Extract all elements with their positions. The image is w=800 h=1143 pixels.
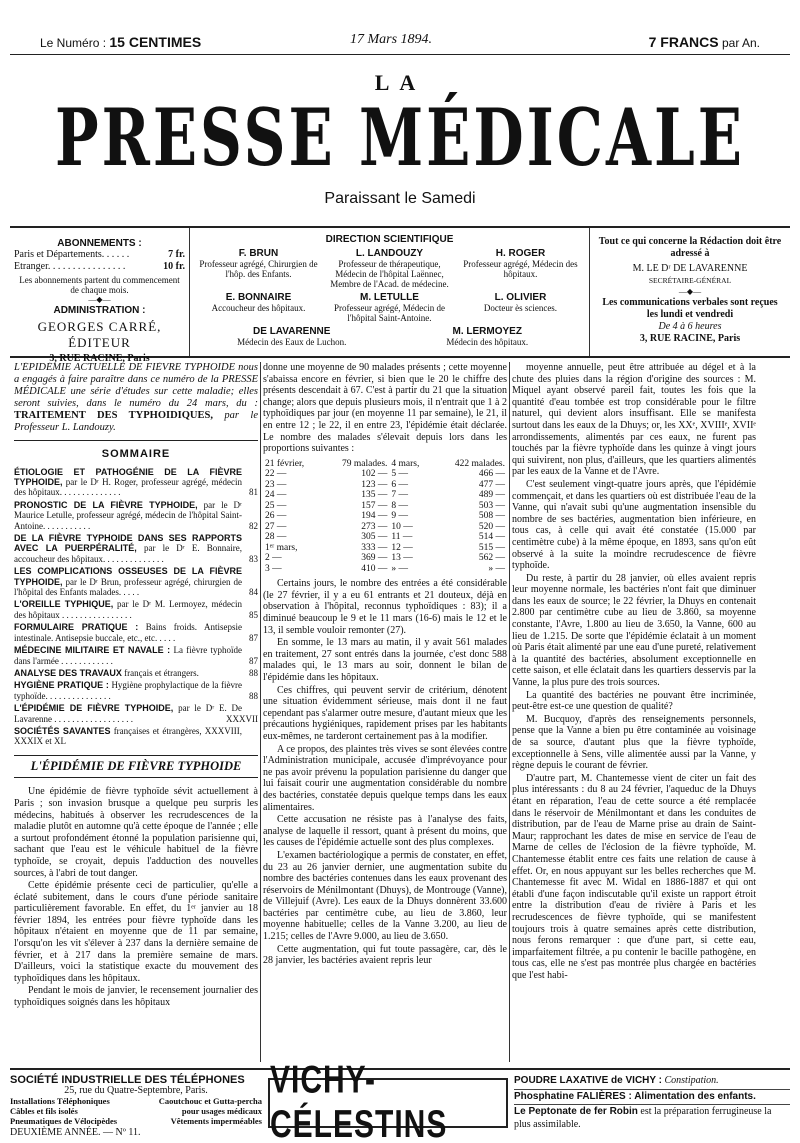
- table-row: [263, 480, 507, 491]
- table-cell: 514 —: [478, 532, 505, 543]
- sommaire-item: MÉDECINE MILITAIRE ET NAVALE : La fièvre typhoïde dans l'armée . . . . . . . . . . . . 87: [14, 645, 258, 666]
- table-cell: 422 malades.: [454, 458, 505, 469]
- director-role: Accoucheur des hôpitaux.: [211, 303, 306, 313]
- table-row: [263, 501, 507, 512]
- patients-table: [263, 459, 507, 575]
- director-name: L. LANDOUZY: [355, 248, 424, 259]
- table-cell: 466 —: [478, 469, 505, 480]
- table-row: [263, 459, 507, 470]
- direction-heading: DIRECTION SCIENTIFIQUE: [325, 234, 454, 245]
- table-row: [263, 553, 507, 564]
- article-paragraph: Ces chiffres, qui peuvent servir de critérium, dénotent une situation évidemment sérieuse, mais dont il ne faut cependant pas s'alarmer outre mesure, d'autant mieux que les précautions hygiéniques, rapidement prises par les habitants eux-mêmes, ne tarderont certainement pas à la modifier.: [263, 684, 507, 742]
- director-role: Professeur agrégé, Médecin des hôpitaux.: [463, 259, 578, 279]
- table-cell: » —: [488, 563, 505, 574]
- column-2: [263, 362, 507, 1062]
- director-name: DE LAVARENNE: [253, 326, 331, 337]
- subscription-line: Etranger. . . . . . . . . . . . . . . . 10 fr.: [14, 261, 185, 272]
- subscription-line: Paris et Départements. . . . . . 7 fr.: [14, 249, 185, 260]
- director-name: L. OLIVIER: [494, 292, 547, 303]
- table-cell: 305 —: [361, 532, 388, 543]
- article-paragraph: D'autre part, M. Chantemesse vient de citer un fait des plus intéressants : du 8 au 24 février, l'aqueduc de la Dhuys étant en réparation, l'eau de cette source a été remplacée dans le réservoir de Ménilmontant et dans les conduites de distribution, par de l'eau de Marne prise au drain de Saint-Maur; rapprochant les dates de mise en service de l'eau de Marne de celles de l'éclosion de la fièvre typhoïde, M. Chantemesse établit entre ces faits une relation de cause à effet. Or, en nous appuyant sur les belles recherches que M. Chantemesse fit avec M. Widal en 1886-1887 et qui ont établi d'une façon indiscutable qu'il existe un rapport étroit entre la distribution d'eau de rivière à Paris et les recrudescences de fièvre typhoïde, qui se manifestent toujours trois à quatre semaines après cette distribution, nous ferons remarquer : que d'une part, si cette eau, imparfaitement filtrée, a pu contenir le bacille pathogène, en tous cas, elle ne s'est pas montrée plus chargée en bactéries que l'est habi-: [512, 772, 756, 981]
- article-text-col1: [14, 786, 258, 1008]
- masthead-subtitle: Paraissant le Samedi: [324, 190, 476, 207]
- director-role: Professeur de thérapeutique, Médecin de l'hôpital Laënnec, Membre de l'Acad. de médecine.: [330, 259, 449, 289]
- table-cell: 13 —: [391, 553, 413, 564]
- table-row: [263, 511, 507, 522]
- masthead-la: LA: [374, 70, 426, 95]
- table-cell: 410 —: [361, 563, 388, 574]
- admin-heading: ADMINISTRATION :: [53, 305, 146, 316]
- issue-price: Le Numéro : 15 CENTIMES: [40, 34, 202, 50]
- table-cell: 7 —: [391, 490, 409, 501]
- table-cell: 3 —: [265, 563, 282, 574]
- table-cell: 333 —: [361, 542, 388, 553]
- article-paragraph: Du reste, à partir du 28 janvier, où elles avaient repris leur moyenne normale, les bactéries n'ont fait que diminuer dans les eaux de source; le 22 février, la Dhuys en contenait 2.800 par centimètre cube au lieu de 3.860, sa moyenne constante, l'Avre, 1.800 au lieu de 3.650, la Vanne, 600 au lieu de 1.215. De sorte que l'épidémie éclatait à un moment où Paris était alimenté par une eau d'une pureté, relativement à la quantité des bactéries, absolument exceptionnelle en cette saison, et elle éclatait dans les quartiers desservis par la Vanne, la plus pure des trois sources.: [512, 572, 756, 689]
- director-name: F. BRUN: [238, 248, 279, 259]
- sommaire-item: LES COMPLICATIONS OSSEUSES DE LA FIÈVRE TYPHOIDE, par le Dʳ Brun, professeur agrégé, chirurgien de l'hôpital des Enfants malades. . . . . 84: [14, 566, 258, 598]
- article-paragraph: Une épidémie de fièvre typhoïde sévit actuellement à Paris ; son invasion brusque a quelque peu surpris les médecins, habitués à observer les recrudescences de la maladie plutôt en automne qu'à cette époque de l'année ; elle a surtout profondément étonné la population parisienne qui, sachant que l'eau est le véhicule habituel de la fièvre typhoïde, se croyait, depuis l'adduction des nouvelles sources, à l'abri de tout danger.: [14, 786, 258, 879]
- table-cell: 503 —: [478, 500, 505, 511]
- table-cell: 135 —: [361, 490, 388, 501]
- issue-header: [40, 32, 760, 52]
- director-role: Médecin des Eaux de Luchon.: [237, 337, 347, 347]
- sommaire-item: L'ÉPIDÉMIE DE FIÈVRE TYPHOIDE, par le Dʳ E. De Lavarenne . . . . . . . . . . . . . . . . . . XXXVII: [14, 703, 258, 724]
- column-3: [512, 362, 756, 1062]
- table-cell: 26 —: [265, 511, 287, 522]
- table-row: [263, 564, 507, 575]
- table-cell: 1ᵉʳ mars,: [265, 542, 298, 553]
- masthead-title: PRESSE MÉDICALE: [55, 92, 745, 184]
- sommaire-heading: SOMMAIRE: [101, 448, 171, 460]
- redaction-role: SECRÉTAIRE-GÉNÉRAL: [648, 276, 732, 285]
- sommaire-list: [14, 467, 258, 747]
- issue-number: DEUXIÈME ANNÉE. — Nº 11.: [10, 1127, 141, 1138]
- article-text-col2: [263, 578, 507, 967]
- article-paragraph: L'examen bactériologique a permis de constater, en effet, du 23 au 26 janvier dernier, une augmentation subite du nombre des bactéries contenues dans les eaux provenant des réservoirs de Ménilmontant (Dhuys), de Montrouge (Vanne), de Villejuif (Avre). Les eaux de la Dhuys donnèrent 33.600 bactéries par centimètre cube, au lieu de 3.860, leur moyenne habituelle; celles de la Vanne 3.200, au lieu de 1.215; celles de l'Avre 9.000, au lieu de 3.650.: [263, 849, 507, 943]
- redaction-name: M. LE Dʳ DE LAVARENNE: [632, 263, 748, 274]
- article-paragraph: donne une moyenne de 90 malades présents ; cette moyenne s'abaissa encore en février, si bien que le 20 le chiffre des présents descendait à 67. C'est à partir du 21 que la situation change; alors que depuis plusieurs mois, il n'entrait que 1 à 2 typhoïdiques par jour (en moyenne 11 par semaine), le 21, il en entre 12 ; le 22, il en entre 23, l'épidémie était déclarée. Le nombre des malades s'élevait depuis lors dans les proportions suivantes :: [263, 362, 507, 455]
- vichy-ad: VICHY-CÉLESTINS: [268, 1078, 508, 1128]
- table-cell: 9 —: [391, 511, 409, 522]
- subscriptions-panel: [10, 228, 190, 364]
- column-divider: [509, 362, 510, 1062]
- director-role: Docteur ès sciences.: [483, 303, 558, 313]
- director-name: M. LETULLE: [360, 292, 419, 303]
- table-cell: 562 —: [478, 553, 505, 564]
- direction-panel: [190, 228, 590, 356]
- redaction-address: 3, RUE RACINE, Paris: [639, 333, 741, 344]
- article-paragraph: C'est seulement vingt-quatre jours après, que l'épidémie commençait, et dans les quartiers où est distribuée l'eau de la Vanne, qui n'avait subi qu'une augmentation insensible du nombre de ses bactéries, augmentation bien inférieure, en tous cas, à celle qui avait été constatée (15.000 par centimètre cube) à la même époque, en 1893, sans qu'on eût observé à la suite la moindre recrudescence de fièvre typhoïde.: [512, 478, 756, 572]
- article-paragraph: Cette accusation ne résiste pas à l'analyse des faits, analyse de laquelle il ressort, quant à présent du moins, que les causes de l'épidémie actuelle sont des plus complexes.: [263, 814, 507, 849]
- admin-name: GEORGES CARRÉ, ÉDITEUR: [37, 319, 162, 350]
- article-paragraph: A ce propos, des plaintes très vives se sont élevées contre l'Administration municipale, accusée d'imprévoyance pour ne pas avoir prévenu la population parisienne du danger que lui faisait courir une augmentation considérable du nombre des bactéries, constatée depuis quelque temps dans les eaux alimentaires.: [263, 743, 507, 813]
- director-role: Professeur agrégé, Médecin de l'hôpital Saint-Antoine.: [334, 303, 445, 323]
- subscription-note: Les abonnements partent du commencement de chaque mois.: [19, 275, 180, 295]
- table-row: [263, 522, 507, 533]
- table-cell: 369 —: [361, 553, 388, 564]
- table-cell: 194 —: [361, 511, 388, 522]
- sommaire-item: L'OREILLE TYPHIQUE, par le Dʳ M. Lermoyez, médecin des hôpitaux . . . . . . . . . . . . . . . . 85: [14, 599, 258, 620]
- redaction-hours-note: Les communications verbales sont reçues les lundi et vendredi: [602, 297, 778, 320]
- table-cell: 477 —: [478, 479, 505, 490]
- subscription-price: 7 FRANCS par An.: [648, 34, 760, 50]
- table-cell: 28 —: [265, 532, 287, 543]
- column-divider: [260, 362, 261, 1062]
- intro-notice: L'ÉPIDÉMIE ACTUELLE DE FIÈVRE TYPHOIDE nous a engagés à faire paraître dans ce numéro de la PRESSE MÉDICALE une série d'études sur cette maladie; elles seront suivies, dans le numéro du 24 mars, du : TRAITEMENT DES TYPHOIDIQUES, par le Professeur L. Landouzy.: [14, 362, 258, 441]
- issue-date: 17 Mars 1894.: [350, 32, 433, 47]
- director-name: H. ROGER: [495, 248, 546, 259]
- table-row: [263, 532, 507, 543]
- sommaire-item: SOCIÉTÉS SAVANTES françaises et étrangères, XXXVIII, XXXIX et XL: [14, 725, 242, 747]
- table-cell: 102 —: [361, 469, 388, 480]
- table-cell: 25 —: [265, 500, 287, 511]
- article-paragraph: Pendant le mois de janvier, le recensement journalier des typhoïdiques soignés dans les hôpitaux: [14, 985, 258, 1009]
- table-cell: 79 malades.: [342, 458, 388, 469]
- sommaire-item: PRONOSTIC DE LA FIÈVRE TYPHOIDE, par le Dʳ Maurice Letulle, professeur agrégé, médecin de l'hôpital Saint-Antoine. . . . . . . . . . . 82: [14, 499, 258, 531]
- sommaire-item: ÉTIOLOGIE ET PATHOGÉNIE DE LA FIÈVRE TYPHOIDE, par le Dʳ H. Roger, professeur agrégé, médecin des hôpitaux. . . . . . . . . . . . . . 81: [14, 466, 258, 498]
- table-cell: 5 —: [391, 469, 409, 480]
- ornament: —◆—: [678, 287, 702, 296]
- director-name: E. BONNAIRE: [225, 292, 292, 303]
- article-paragraph: En somme, le 13 mars au matin, il y avait 561 malades en traitement, 27 sont entrés dans la journée, c'est donc 588 malades qui, le 13 mars au soir, donnent le bilan de l'épidémie dans les hôpitaux.: [263, 637, 507, 683]
- redaction-line: Tout ce qui concerne la Rédaction doit être adressé à: [598, 236, 782, 259]
- column-1: [14, 362, 258, 1062]
- sommaire-item: ANALYSE DES TRAVAUX français et étrangers. 88: [14, 667, 258, 678]
- article-paragraph: M. Bucquoy, d'après des renseignements personnels, pense que la Vanne a bien pu être contaminée au voisinage de sa source, d'autant plus que la fièvre typhoïde, exceptionnelle à Sens, ville alimentée aussi par la Vanne, y règne depuis le courant de février.: [512, 713, 756, 772]
- table-cell: 4 mars,: [391, 458, 420, 469]
- ad-laxative: POUDRE LAXATIVE de VICHY : Constipation.: [514, 1074, 790, 1090]
- redaction-hours: De 4 à 6 heures: [658, 321, 722, 332]
- table-cell: 157 —: [361, 500, 388, 511]
- sommaire-item: HYGIÈNE PRATIQUE : Hygiène prophylactique de la fièvre typhoïde. . . . . . . . . . . . . . . 88: [14, 680, 258, 701]
- director-role: Professeur agrégé, Chirurgien de l'hôp. des Enfants.: [199, 259, 318, 279]
- admin-address: 3, RUE RACINE, Paris: [49, 353, 150, 364]
- article-paragraph: Cette augmentation, qui fut toute passagère, car, dès le 28 janvier, les bactéries avaient repris leur: [263, 943, 507, 967]
- article-text-col3: [512, 362, 756, 981]
- table-cell: 489 —: [478, 490, 505, 501]
- table-cell: 27 —: [265, 521, 287, 532]
- ad-phosphatine: Phosphatine FALIÈRES : Alimentation des enfants.: [514, 1090, 790, 1106]
- table-cell: 11 —: [391, 532, 413, 543]
- table-row: [263, 469, 507, 480]
- table-cell: 8 —: [391, 500, 409, 511]
- table-cell: 2 —: [265, 553, 282, 564]
- sommaire-item: FORMULAIRE PRATIQUE : Bains froids. Antisepsie intestinale. Antisepsie buccale, etc., etc. . . . . 87: [14, 622, 258, 643]
- table-row: [263, 543, 507, 554]
- pharmacy-ads: [514, 1074, 790, 1132]
- article-paragraph: moyenne annuelle, peut être attribuée au dégel et à la chute des pluies dans la région d'origine des sources : M. Miquel ayant observé pareil fait, toutes les fois que la quantité d'eau tombée est trop considérable pour le filtre naturel, qui devient alors insuffisant. Elle se manifesta surtout dans les eaux de la Dhuys; or, les XXᵉ, XVIIIᵉ, XVIIᵉ arrondissements, alimentés par ces eaux, ne furent pas touchés par la fièvre typhoïde dans les quinze à vingt jours qui suivirent, non plus, d'ailleurs, que les quartiers alimentés par les eaux de la Vanne et de l'Avre.: [512, 362, 756, 478]
- article-title: L'ÉPIDÉMIE DE FIÈVRE TYPHOIDE: [14, 755, 258, 779]
- redaction-panel: [590, 228, 790, 356]
- table-cell: 23 —: [265, 479, 287, 490]
- table-cell: 6 —: [391, 479, 409, 490]
- table-row: [263, 490, 507, 501]
- header-rule: [10, 54, 790, 55]
- telephone-ad: SOCIÉTÉ INDUSTRIELLE DES TÉLÉPHONES 25, rue du Quatre-Septembre, Paris. Installations Téléphoniques Caoutchouc et Gutta-percha Câbles et fils isolés pour usages médicaux Pneumatiques de Vélocipèdes Vêtements imperméables DEUXIÈME ANNÉE. — Nº 11.: [10, 1074, 262, 1138]
- table-cell: 22 —: [265, 469, 287, 480]
- article-paragraph: Certains jours, le nombre des entrées a été considérable (le 27 février, il y a eu 61 entrants et 21 douteux, déjà en observation à l'hôpital, reconnus typhoïdiques : 83); il a diminué beaucoup le 9 et le 11 mars (16-6) mais le 12 et le 13, il semble vouloir remonter (27).: [263, 578, 507, 636]
- table-cell: 123 —: [361, 479, 388, 490]
- table-cell: 273 —: [361, 521, 388, 532]
- article-paragraph: La quantité des bactéries ne pouvant être incriminée, peut-être est-ce une question de qualité?: [512, 689, 756, 713]
- table-cell: 12 —: [391, 542, 413, 553]
- director-name: M. LERMOYEZ: [452, 326, 522, 337]
- director-role: Médecin des hôpitaux.: [446, 337, 529, 347]
- article-paragraph: Cette épidémie présente ceci de particulier, qu'elle a éclaté subitement, dans le cours d'une période sanitaire particulièrement favorable. En effet, du 1ᵉʳ janvier au 18 février 1894, les entrées pour fièvre typhoïde dans les hôpitaux n'étaient en moyenne que de 11 par semaine, l'orsqu'on les vit s'élever à 237 dans la dernière semaine de février, et à 217 dans la première semaine de mars. D'ailleurs, voici la statistique exacte du mouvement des typhoïdiques dans les hôpitaux.: [14, 880, 258, 984]
- ad-address: 25, rue du Quatre-Septembre, Paris.: [64, 1085, 208, 1096]
- table-cell: 21 février,: [265, 458, 305, 469]
- ad-peptonate: Le Peptonate de fer Robin est la préparation ferrugineuse la plus assimilable.: [514, 1106, 772, 1130]
- advertisements: [10, 1058, 790, 1143]
- table-cell: 10 —: [391, 521, 413, 532]
- table-cell: 24 —: [265, 490, 287, 501]
- table-cell: 508 —: [478, 511, 505, 522]
- ad-company: SOCIÉTÉ INDUSTRIELLE DES TÉLÉPHONES: [10, 1074, 245, 1086]
- table-cell: » —: [391, 563, 409, 574]
- table-cell: 520 —: [478, 521, 505, 532]
- sommaire-item: DE LA FIÈVRE TYPHOIDE DANS SES RAPPORTS AVEC LA PUERPÉRALITÉ, par le Dʳ E. Bonnaire, accoucheur des hôpitaux. . . . . . . . . . . . . . 83: [14, 533, 258, 564]
- subscriptions-heading: ABONNEMENTS :: [57, 238, 142, 249]
- table-cell: 515 —: [478, 542, 505, 553]
- info-box: [10, 226, 790, 364]
- ornament: —◆—: [88, 295, 111, 304]
